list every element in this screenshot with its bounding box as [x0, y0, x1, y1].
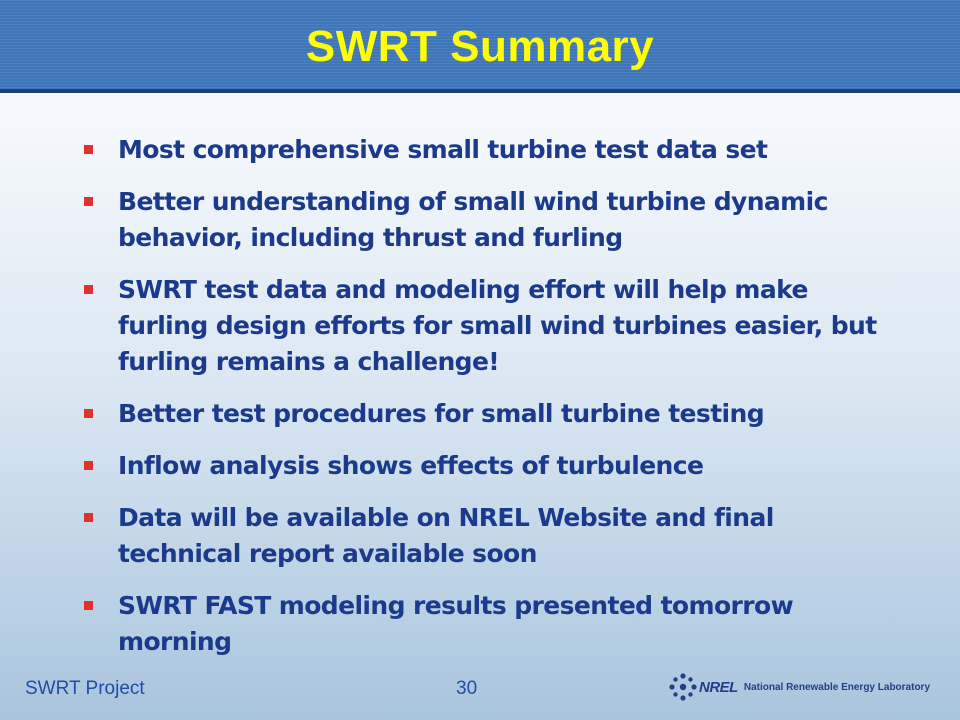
nrel-logo-icon: [668, 672, 698, 702]
bullet-text: Better test procedures for small turbine testing: [118, 399, 765, 428]
page-number: 30: [456, 678, 478, 699]
square-bullet-icon: [84, 461, 93, 470]
bullet-item: [82, 184, 902, 256]
bullet-item: [82, 448, 902, 484]
slide-title: SWRT Summary: [305, 22, 655, 71]
bullet-text: Inflow analysis shows effects of turbulence: [118, 451, 704, 480]
bullet-item: [82, 132, 902, 168]
square-bullet-icon: [84, 409, 93, 418]
square-bullet-icon: [84, 513, 93, 522]
logo-name: NREL: [699, 678, 738, 696]
square-bullet-icon: [84, 145, 93, 154]
bullet-text: Better understanding of small wind turbine dynamic behavior, including thrust and furling: [118, 187, 828, 252]
bullet-item: [82, 272, 902, 380]
bullet-item: [82, 396, 902, 432]
bullet-item: [82, 500, 902, 572]
bullet-text: SWRT test data and modeling effort will help make furling design efforts for small wind turbines easier, but furling remains a challenge!: [118, 275, 877, 376]
logo-subtitle: National Renewable Energy Laboratory: [743, 681, 931, 693]
bullet-list: [82, 132, 902, 676]
title-divider: [0, 89, 960, 93]
nrel-logo: [668, 672, 930, 702]
square-bullet-icon: [84, 285, 93, 294]
bullet-text: Data will be available on NREL Website and final technical report available soon: [118, 503, 774, 568]
bullet-text: Most comprehensive small turbine test data set: [118, 135, 768, 164]
square-bullet-icon: [84, 197, 93, 206]
square-bullet-icon: [84, 601, 93, 610]
footer-project-label: SWRT Project: [25, 678, 145, 699]
bullet-item: [82, 588, 902, 660]
bullet-text: SWRT FAST modeling results presented tomorrow morning: [118, 591, 794, 656]
